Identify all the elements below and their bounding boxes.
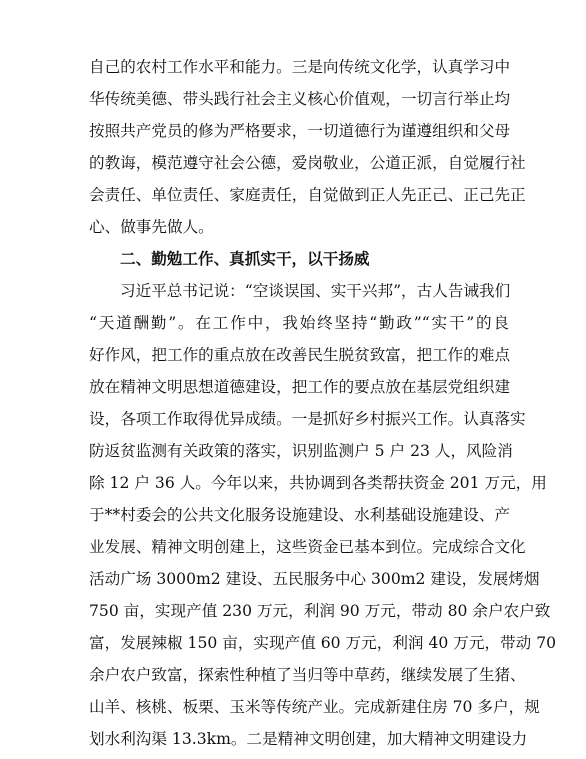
paragraph-line: 除 12 户 36 人。今年以来，共协调到各类帮扶资金 201 万元，用 xyxy=(89,474,547,492)
paragraph-line: 750 亩，实现产值 230 万元，利润 90 万元，带动 80 余户农户致 xyxy=(89,602,551,620)
paragraph-line: 防返贫监测有关政策的落实，识别监测户 5 户 23 人，风险消 xyxy=(89,442,513,460)
paragraph-line: 心、做事先做人。 xyxy=(89,218,214,236)
paragraph-line: 山羊、核桃、板栗、玉米等传统产业。完成新建住房 70 多户，规 xyxy=(89,698,540,716)
paragraph-line: 好作风，把工作的重点放在改善民生脱贫致富，把工作的难点 xyxy=(89,346,511,364)
paragraph-line: 放在精神文明思想道德建设，把工作的要点放在基层党组织建 xyxy=(89,378,511,396)
paragraph-line: 自己的农村工作水平和能力。三是向传统文化学，认真学习中 xyxy=(89,58,511,76)
paragraph-line: “天道酬勤”。在工作中，我始终坚持“勤政”“实干”的良 xyxy=(89,314,509,332)
paragraph-line: 富，发展辣椒 150 亩，实现产值 60 万元，利润 40 万元，带动 70 xyxy=(89,634,557,652)
paragraph-line: 于**村委会的公共文化服务设施建设、水利基础设施建设、产 xyxy=(89,506,511,524)
paragraph-line: 活动广场 3000m2 建设、五民服务中心 300m2 建设，发展烤烟 xyxy=(89,570,540,588)
paragraph-line: 设，各项工作取得优异成绩。一是抓好乡村振兴工作。认真落实 xyxy=(89,410,526,428)
paragraph-line: 划水利沟渠 13.3km。二是精神文明创建，加大精神文明建设力 xyxy=(89,730,528,748)
paragraph-line: 华传统美德、带头践行社会主义核心价值观，一切言行举止均 xyxy=(89,90,511,108)
paragraph-line: 的教诲，模范遵守社会公德，爱岗敬业，公道正派，自觉履行社 xyxy=(89,154,526,172)
paragraph-line: 会责任、单位责任、家庭责任，自觉做到正人先正己、正己先正 xyxy=(89,186,526,204)
section-heading: 二、勤勉工作、真抓实干，以干扬威 xyxy=(120,249,370,268)
paragraph-line: 按照共产党员的修为严格要求，一切道德行为谨遵组织和父母 xyxy=(89,122,511,140)
paragraph-line: 习近平总书记说：“空谈误国、实干兴邦”，古人告诫我们 xyxy=(120,282,511,300)
paragraph-line: 业发展、精神文明创建上，这些资金已基本到位。完成综合文化 xyxy=(89,538,526,556)
paragraph-line: 余户农户致富，探索性种植了当归等中草药，继续发展了生猪、 xyxy=(89,666,526,684)
